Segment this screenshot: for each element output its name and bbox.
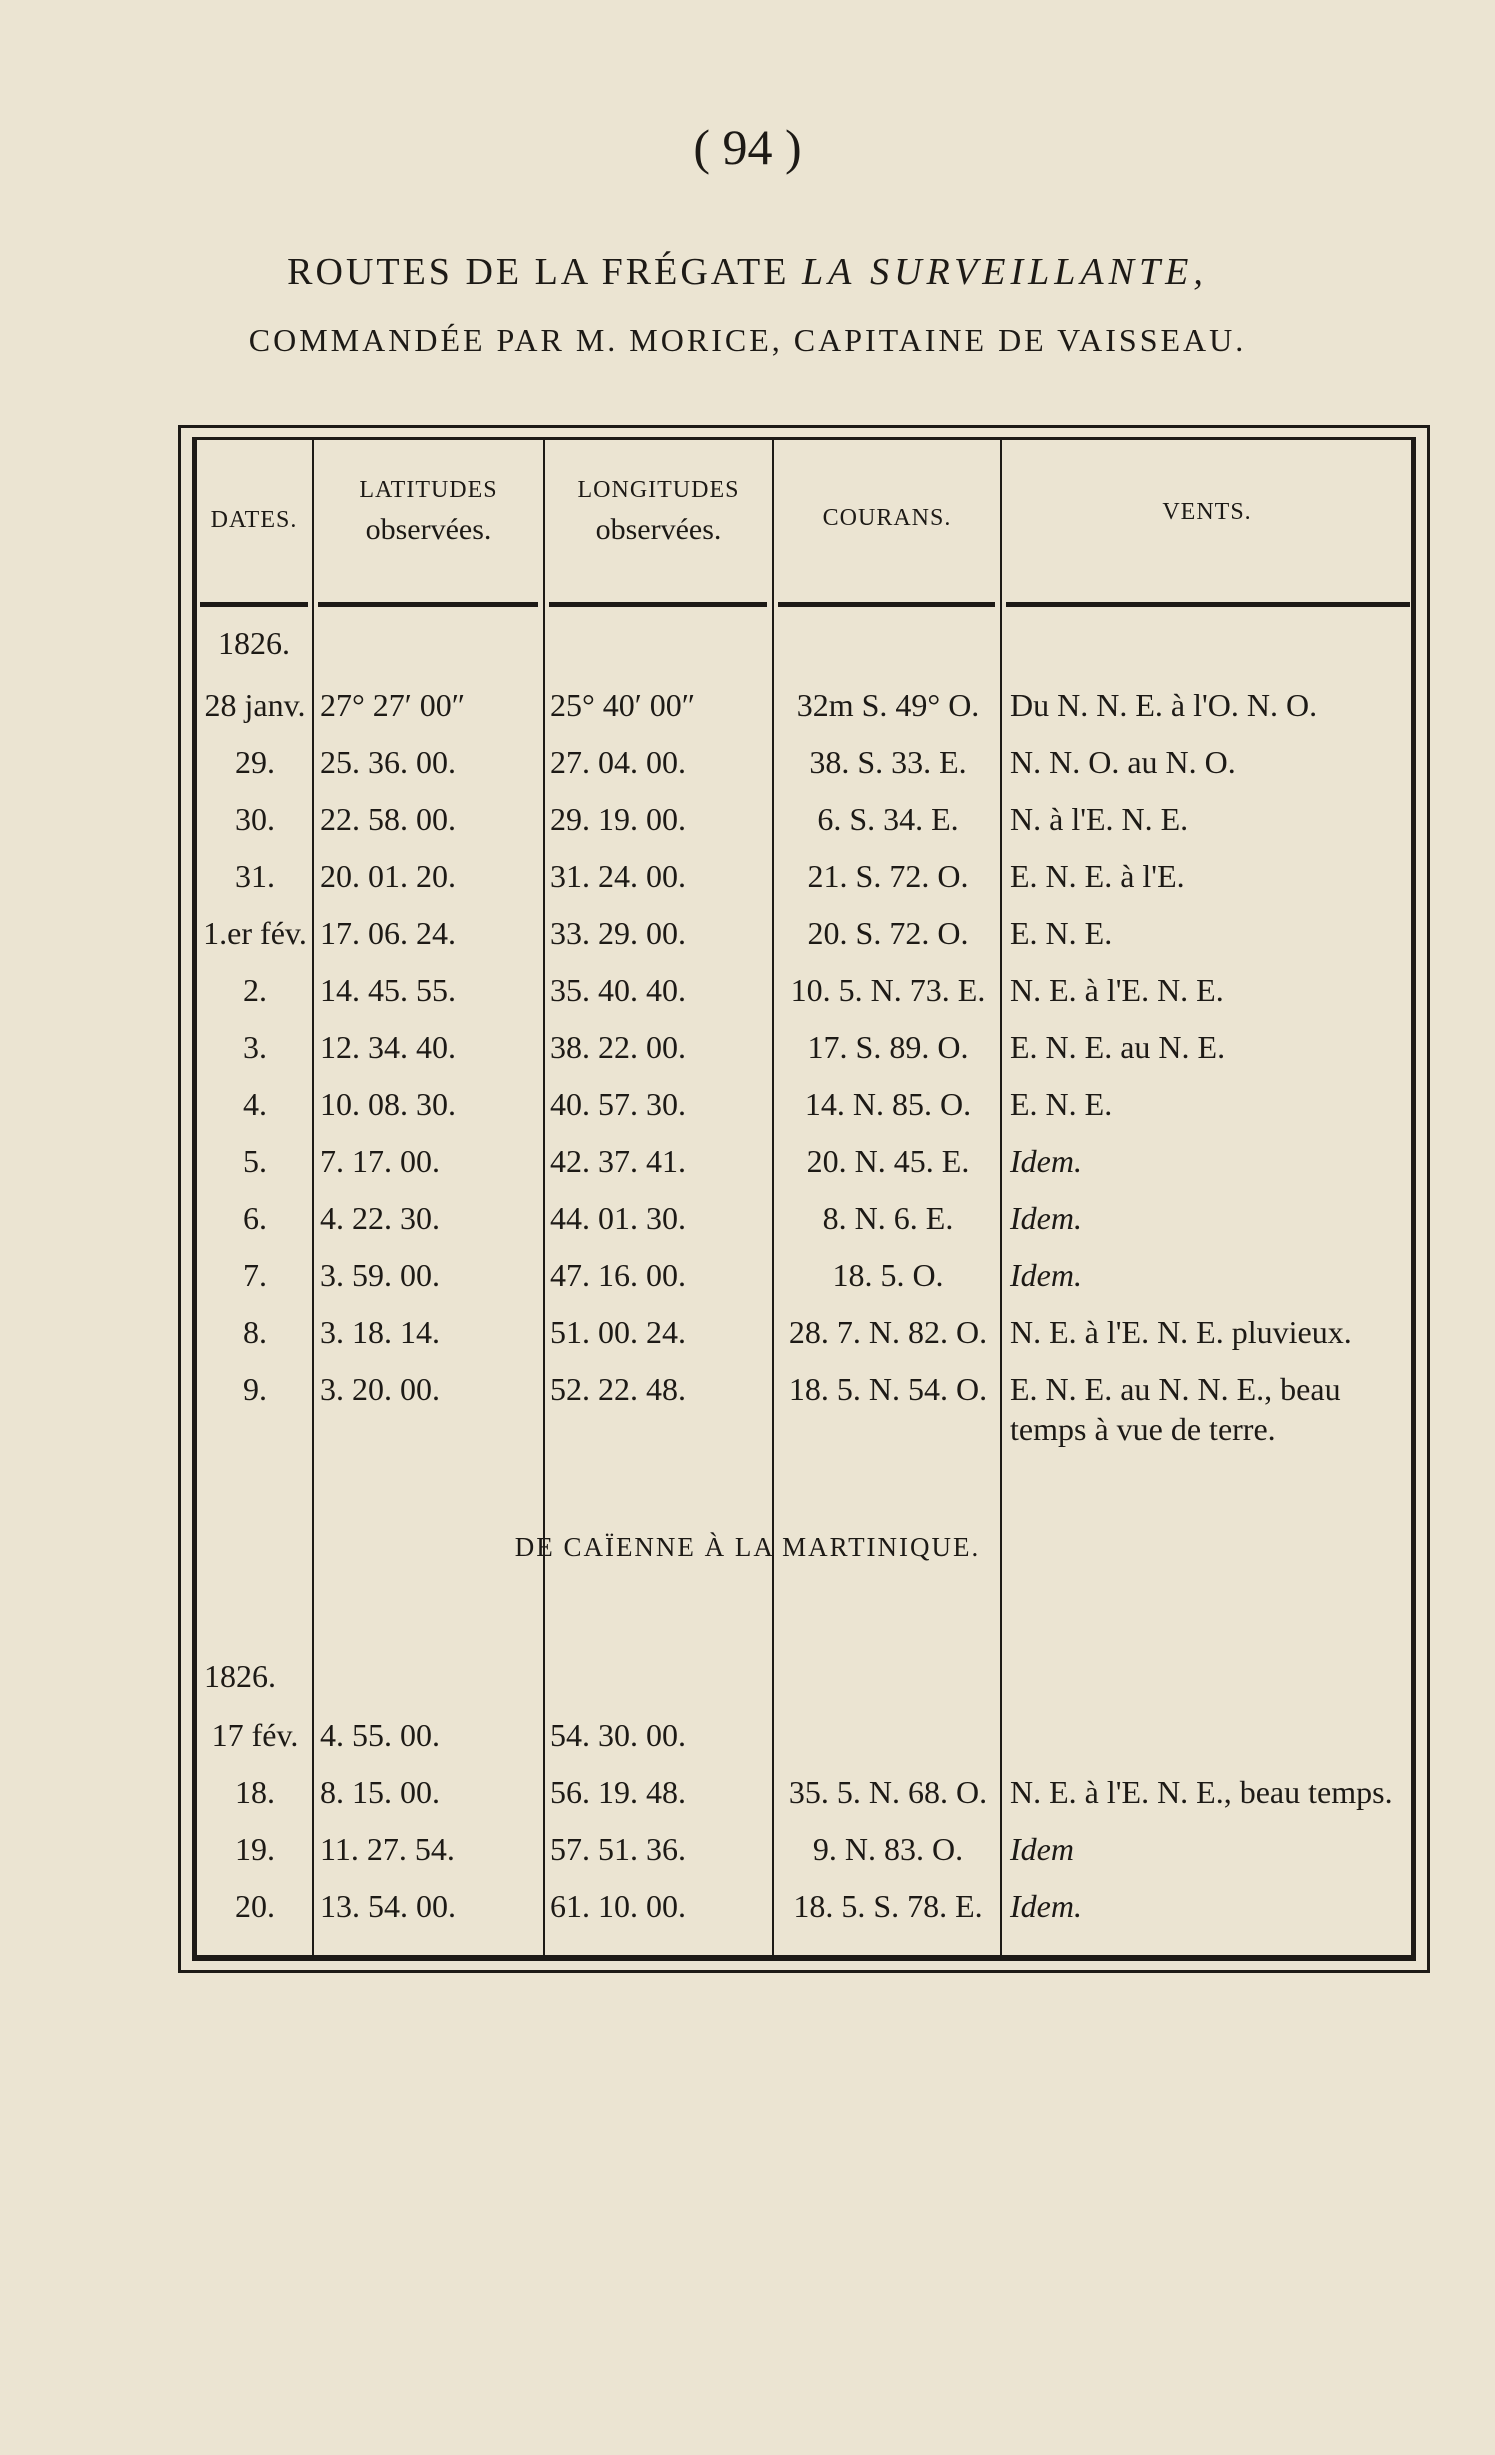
section1-row-9-courans: 8. N. 6. E. xyxy=(822,1200,954,1236)
section1-row-6-courans: 17. S. 89. O. xyxy=(807,1029,969,1065)
section2-row-2-courans: 9. N. 83. O. xyxy=(812,1831,964,1867)
section1-row-10-date: 7. xyxy=(243,1257,267,1293)
section1-row-7-date: 4. xyxy=(243,1086,267,1122)
header-dates xyxy=(196,500,312,540)
section2-row-1-courans: 35. 5. N. 68. O. xyxy=(788,1774,988,1810)
section1-row-11-courans: 28. 7. N. 82. O. xyxy=(788,1314,988,1350)
column-divider-dates xyxy=(312,440,314,1955)
section1-row-1-vents: N. N. O. au N. O. xyxy=(1010,744,1236,780)
section1-row-1-lat: 25. 36. 00. xyxy=(320,744,456,780)
section1-row-8-vents: Idem. xyxy=(1010,1143,1082,1179)
section1-row-1-lon: 27. 04. 00. xyxy=(550,744,686,780)
section2-title: DE CAÏENNE À LA MARTINIQUE. xyxy=(514,1532,981,1562)
section1-row-8-lon: 42. 37. 41. xyxy=(550,1143,686,1179)
section2-year: 1826. xyxy=(204,1658,276,1694)
column-divider-lon xyxy=(772,440,774,1955)
section1-row-0-courans: 32m S. 49° O. xyxy=(796,687,980,723)
header-rule-lat xyxy=(318,602,538,607)
header-longitudes xyxy=(545,470,772,550)
section1-row-4-lon: 33. 29. 00. xyxy=(550,915,686,951)
section1-row-2-lon: 29. 19. 00. xyxy=(550,801,686,837)
header-vents xyxy=(1002,492,1412,532)
section1-row-5-lon: 35. 40. 40. xyxy=(550,972,686,1008)
section1-row-0-lon: 25° 40′ 00″ xyxy=(550,687,696,723)
section1-row-10-vents: Idem. xyxy=(1010,1257,1082,1293)
section2-row-0-lat: 4. 55. 00. xyxy=(320,1717,440,1753)
section1-row-7-lat: 10. 08. 30. xyxy=(320,1086,456,1122)
section1-row-12-vents: E. N. E. au N. N. E., beau temps à vue de terre. xyxy=(1010,1371,1341,1447)
section1-row-9-lon: 44. 01. 30. xyxy=(550,1200,686,1236)
section1-row-1-courans: 38. S. 33. E. xyxy=(809,744,967,780)
title-prefix: ROUTES DE LA FRÉGATE xyxy=(287,251,790,293)
section1-row-12-date: 9. xyxy=(243,1371,267,1407)
column-divider-courans xyxy=(1000,440,1002,1955)
section1-row-3-vents: E. N. E. à l'E. xyxy=(1010,858,1185,894)
header-lat-top: LATITUDES xyxy=(359,477,498,503)
section1-row-12-courans: 18. 5. N. 54. O. xyxy=(788,1371,988,1407)
section1-row-5-date: 2. xyxy=(243,972,267,1008)
header-lon-bottom: observées. xyxy=(595,513,722,546)
section1-row-12-lon: 52. 22. 48. xyxy=(550,1371,686,1407)
section1-row-10-lon: 47. 16. 00. xyxy=(550,1257,686,1293)
section1-row-9-date: 6. xyxy=(243,1200,267,1236)
header-courans xyxy=(774,498,1000,538)
section1-row-6-vents: E. N. E. au N. E. xyxy=(1010,1029,1226,1065)
table-subtitle: COMMANDÉE PAR M. MORICE, CAPITAINE DE VAISSEAU. xyxy=(248,322,1247,358)
section1-row-5-vents: N. E. à l'E. N. E. xyxy=(1010,972,1224,1008)
section1-row-9-lat: 4. 22. 30. xyxy=(320,1200,440,1236)
table-title xyxy=(0,250,1495,294)
section1-row-2-lat: 22. 58. 00. xyxy=(320,801,456,837)
ship-name: LA SURVEILLANTE, xyxy=(801,251,1208,293)
section1-row-12-lat: 3. 20. 00. xyxy=(320,1371,440,1407)
section2-row-3-vents: Idem. xyxy=(1010,1888,1082,1924)
section1-row-4-vents: E. N. E. xyxy=(1010,915,1113,951)
section2-row-1-lat: 8. 15. 00. xyxy=(320,1774,440,1810)
section1-row-5-courans: 10. 5. N. 73. E. xyxy=(790,972,986,1008)
section2-row-2-lat: 11. 27. 54. xyxy=(320,1831,455,1867)
header-latitudes xyxy=(314,470,543,550)
section1-row-4-lat: 17. 06. 24. xyxy=(320,915,456,951)
section2-row-2-date: 19. xyxy=(235,1831,275,1867)
section1-row-4-courans: 20. S. 72. O. xyxy=(807,915,969,951)
section1-row-11-lat: 3. 18. 14. xyxy=(320,1314,440,1350)
section2-row-0-date: 17 fév. xyxy=(211,1717,299,1753)
section1-row-8-courans: 20. N. 45. E. xyxy=(806,1143,970,1179)
header-lat-bottom: observées. xyxy=(365,513,492,546)
section1-row-2-courans: 6. S. 34. E. xyxy=(817,801,959,837)
section2-row-1-vents: N. E. à l'E. N. E., beau temps. xyxy=(1010,1774,1393,1810)
section1-row-3-lon: 31. 24. 00. xyxy=(550,858,686,894)
header-vents-label: VENTS. xyxy=(1162,499,1252,525)
section1-row-6-lat: 12. 34. 40. xyxy=(320,1029,456,1065)
section1-row-0-lat: 27° 27′ 00″ xyxy=(320,687,466,723)
section1-row-8-date: 5. xyxy=(243,1143,267,1179)
section1-row-1-date: 29. xyxy=(235,744,275,780)
section2-row-1-date: 18. xyxy=(235,1774,275,1810)
section1-row-4-date: 1.er fév. xyxy=(203,915,307,951)
section2-row-2-vents: Idem xyxy=(1010,1831,1074,1867)
header-lon-top: LONGITUDES xyxy=(577,477,740,503)
column-divider-lat xyxy=(543,440,545,1955)
section1-row-2-date: 30. xyxy=(235,801,275,837)
section1-row-6-lon: 38. 22. 00. xyxy=(550,1029,686,1065)
section2-row-3-courans: 18. 5. S. 78. E. xyxy=(793,1888,983,1924)
section1-row-9-vents: Idem. xyxy=(1010,1200,1082,1236)
section1-row-11-vents: N. E. à l'E. N. E. pluvieux. xyxy=(1010,1314,1352,1350)
section1-row-7-vents: E. N. E. xyxy=(1010,1086,1113,1122)
header-rule-lon xyxy=(549,602,767,607)
section1-row-7-courans: 14. N. 85. O. xyxy=(804,1086,972,1122)
section2-row-3-date: 20. xyxy=(235,1888,275,1924)
section2-row-1-lon: 56. 19. 48. xyxy=(550,1774,686,1810)
section1-row-3-date: 31. xyxy=(235,858,275,894)
header-rule-courans xyxy=(778,602,995,607)
section2-row-3-lat: 13. 54. 00. xyxy=(320,1888,456,1924)
section1-row-3-courans: 21. S. 72. O. xyxy=(807,858,969,894)
section1-row-5-lat: 14. 45. 55. xyxy=(320,972,456,1008)
section1-year: 1826. xyxy=(218,625,290,661)
header-rule-dates xyxy=(200,602,308,607)
header-courans-label: COURANS. xyxy=(822,505,952,531)
section2-row-0-lon: 54. 30. 00. xyxy=(550,1717,686,1753)
section2-row-3-lon: 61. 10. 00. xyxy=(550,1888,686,1924)
section1-row-10-courans: 18. 5. O. xyxy=(832,1257,944,1293)
section1-row-11-lon: 51. 00. 24. xyxy=(550,1314,686,1350)
section1-row-7-lon: 40. 57. 30. xyxy=(550,1086,686,1122)
section2-row-2-lon: 57. 51. 36. xyxy=(550,1831,686,1867)
section1-row-0-vents: Du N. N. E. à l'O. N. O. xyxy=(1010,687,1318,723)
section1-row-3-lat: 20. 01. 20. xyxy=(320,858,456,894)
section1-row-6-date: 3. xyxy=(243,1029,267,1065)
section1-row-0-date: 28 janv. xyxy=(204,687,306,723)
section1-row-8-lat: 7. 17. 00. xyxy=(320,1143,440,1179)
section1-row-10-lat: 3. 59. 00. xyxy=(320,1257,440,1293)
header-dates-label: DATES. xyxy=(210,507,298,533)
header-rule-vents xyxy=(1006,602,1410,607)
section1-row-2-vents: N. à l'E. N. E. xyxy=(1010,801,1189,837)
section1-row-11-date: 8. xyxy=(243,1314,267,1350)
page-number: ( 94 ) xyxy=(693,119,802,175)
